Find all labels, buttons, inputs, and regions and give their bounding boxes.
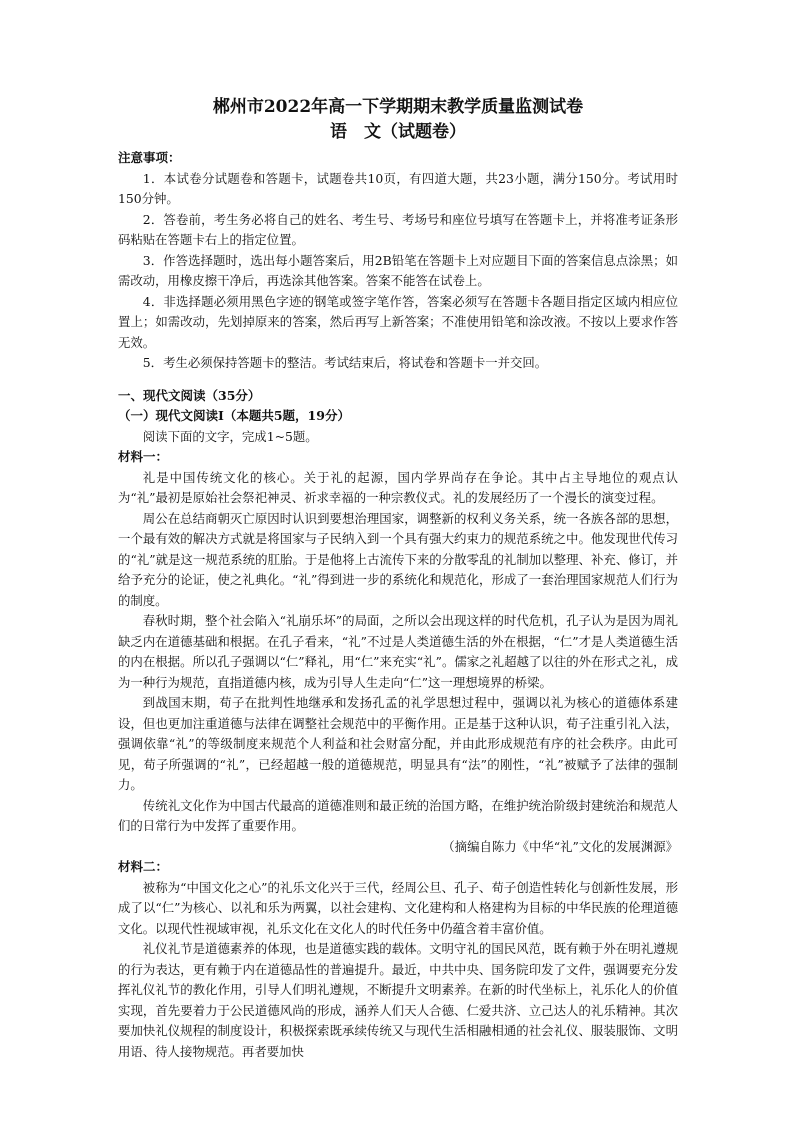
notice-item: 4．非选择题必须用黑色字迹的钢笔或签字笔作答，答案必须写在答题卡各题目指定区域内相应位置上；如需改动，先划掉原来的答案，然后再写上新答案；不准使用铅笔和涂改液。不按以上要求作答无效。 [118, 293, 678, 350]
exam-title: 郴州市2022年高一下学期期末教学质量监测试卷 [212, 97, 584, 117]
material-label: 材料一： [118, 449, 169, 464]
instruction-text: 阅读下面的文字，完成1~5题。 [142, 428, 318, 444]
subsection-heading: （一）现代文阅读Ⅰ（本题共5题，19分） [118, 408, 350, 423]
material-source: （摘编自陈力《中华“礼”文化的发展渊源》 [442, 838, 678, 854]
material-paragraph: 传统礼文化作为中国古代最高的道德准则和最正统的治国方略，在维护统治阶级封建统治和规范人们的日常行为中发挥了重要作用。 [118, 797, 678, 833]
exam-subtitle: 语 文（试题卷） [330, 122, 466, 142]
notice-item: 5．考生必须保持答题卡的整洁。考试结束后，将试卷和答题卡一并交回。 [142, 355, 548, 370]
material-paragraph: 被称为“中国文化之心”的礼乐文化兴于三代，经周公旦、孔子、荀子创造性转化与创新性发展，形成了以“仁”为核心、以礼和乐为两翼，以社会建构、文化建构和人格建构为目标的中华民族的伦理道德文化。以现代性视域审视，礼乐文化在文化人的时代任务中仍蕴含着丰富价值。 [118, 879, 678, 936]
notice-heading: 注意事项： [118, 150, 181, 165]
section-heading: 一、现代文阅读（35分） [118, 387, 261, 403]
material-paragraph: 到战国末期，荀子在批判性地继承和发扬孔孟的礼学思想过程中，强调以礼为核心的道德体系建设，但也更加注重道德与法律在调整社会规范中的平衡作用。正是基于这种认识，荀子注重引礼入法，强调依靠“礼”的等级制度来规范个人利益和社会财富分配，并由此形成规范有序的社会秩序。由此可见，荀子所强调的“礼”，已经超越一般的道德规范，明显具有“法”的刚性，“礼”被赋予了法律的强制力。 [118, 695, 678, 792]
material-paragraph: 春秋时期，整个社会陷入“礼崩乐坏”的局面，之所以会出现这样的时代危机，孔子认为是因为周礼缺乏内在道德基础和根据。在孔子看来，“礼”不过是人类道德生活的外在根据，“仁”才是人类道德生活的内在根据。所以孔子强调以“仁”释礼，用“仁”来充实“礼”。儒家之礼超越了以往的外在形式之礼，成为一种行为规范，直指道德内核，成为引导人生走向“仁”这一理想境界的桥梁。 [118, 613, 678, 690]
material-paragraph: 周公在总结商朝灭亡原因时认识到要想治理国家，调整新的权利义务关系，统一各族各部的思想，一个最有效的解决方式就是将国家与子民纳入到一个具有强大约束力的规范系统之中。他发现世代传习的“礼”就是这一规范系统的肛胎。于是他将上古流传下来的分散零乱的礼制加以整理、补充、修订，并给予充分的论证，使之礼典化。“礼”得到进一步的系统化和规范化，形成了一套治理国家规范人们行为的制度。 [118, 510, 678, 608]
material-paragraph: 礼是中国传统文化的核心。关于礼的起源，国内学界尚存在争论。其中占主导地位的观点认为“礼”最初是原始社会祭祀神灵、祈求幸福的一种宗教仪式。礼的发展经历了一个漫长的演变过程。 [118, 469, 678, 505]
notice-item: 2．答卷前，考生务必将自己的姓名、考生号、考场号和座位号填写在答题卡上，并将准考证条形码粘贴在答题卡右上的指定位置。 [118, 211, 678, 247]
exam-page [118, 95, 678, 1062]
material-paragraph: 礼仪礼节是道德素养的体现，也是道德实践的载体。文明守礼的国民风范，既有赖于外在明礼遵规的行为表达，更有赖于内在道德品性的普遍提升。最近，中共中央、国务院印发了文件，强调要充分发挥礼仪礼节的教化作用，引导人们明礼遵规，不断提升文明素养。在新的时代坐标上，礼乐化人的价值实现，首先要着力于公民道德风尚的形成，涵养人们天人合德、仁爱共济、立己达人的礼乐精神。其次要加快礼仪规程的制度设计，积极探索既承续传统又与现代生活相融相通的社会礼仪、服装服饰、文明用语、待人接物规范。再者要加快 [118, 941, 678, 1059]
material-label: 材料二： [118, 859, 169, 874]
spacer [118, 374, 678, 386]
notice-item: 3．作答选择题时，选出每小题答案后，用2B铅笔在答题卡上对应题目下面的答案信息点涂黑；如需改动，用橡皮擦干净后，再选涂其他答案。答案不能答在试卷上。 [118, 252, 678, 288]
notice-item: 1．本试卷分试题卷和答题卡，试题卷共10页，有四道大题，共23小题，满分150分。考试用时150分钟。 [118, 170, 678, 206]
